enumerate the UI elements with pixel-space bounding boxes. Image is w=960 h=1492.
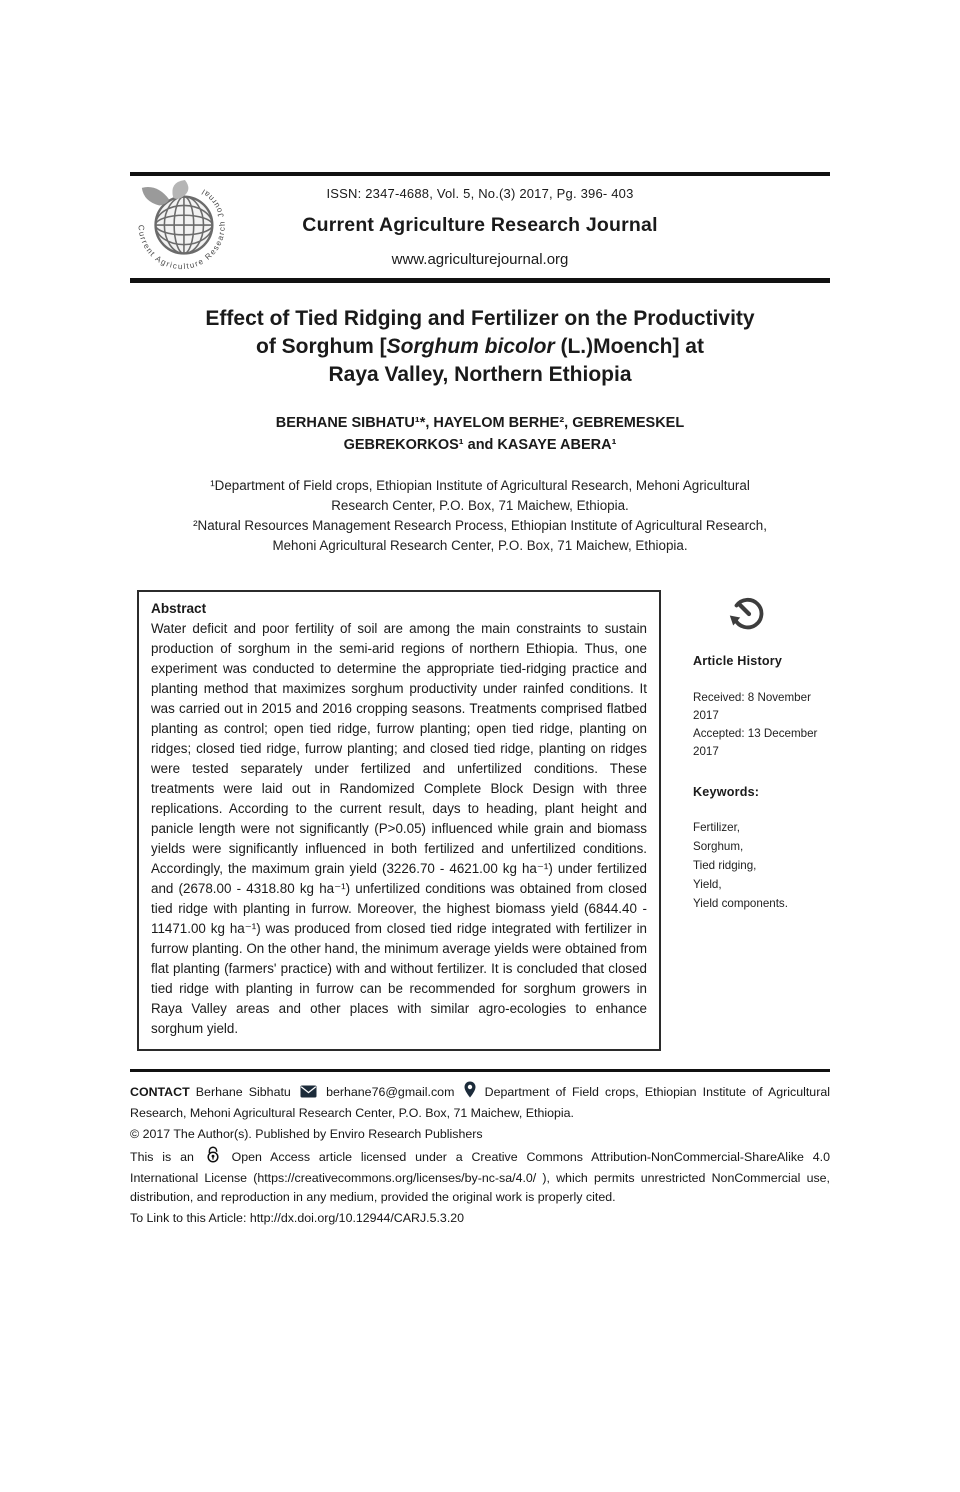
history-clock-icon: [727, 592, 769, 634]
article-meta-sidebar: [693, 590, 830, 913]
journal-website[interactable]: www.agriculturejournal.org: [391, 251, 569, 268]
affiliation-1-line1: ¹Department of Field crops, Ethiopian Institute of Agricultural Research, Mehoni Agricultural: [210, 478, 750, 493]
license-text-pre: This is an: [130, 1150, 194, 1164]
affiliations: [130, 476, 830, 556]
contact-label: CONTACT: [130, 1085, 190, 1099]
journal-logo: [132, 180, 230, 279]
article-history-icon-wrap: [727, 592, 830, 639]
abstract-text: Water deficit and poor fertility of soil are among the main constraints to sustain production of sorghum in the semi-arid regions of northern Ethiopia. Thus, one experiment was conducted to determine the appropriate tied-ridging practice and planting method that maximizes sorghum productivity under rainfed conditions. It was carried out in 2015 and 2016 cropping seasons. Treatments comprised flatbed planting as control; open tied ridge, furrow planting; open tied ridge, planting on ridges; closed tied ridge, furrow planting; and closed tied ridge, planting on ridges were tested separately under fertilized and unfertilized conditions. These treatments were laid out in Randomized Complete Block Design with three replications. According to the current result, days to heading, plant height and panicle length were not significantly (P>0.05) influenced while grain and biomass yields were significantly influenced in both fertilized and unfertilized conditions. Accordingly, the maximum grain yield (3226.70 - 4621.00 kg ha⁻¹) under fertilized and (2678.00 - 4318.80 kg ha⁻¹) unfertilized conditions was obtained from closed tied ridge with planting in furrow. Moreover, the highest biomass yield (6844.40 - 11471.00 kg ha⁻¹) was produced from closed tied ridge integrated with fertilizer in furrow planting. On the other hand, the minimum average yields were obtained from flat planting (farmers' practice) with and without fertilizer. It is concluded that closed tied ridge with planting in furrow can be recommended for sorghum growers in Raya Valley areas and other places with similar agro-ecologies to enhance sorghum yield.: [151, 621, 647, 1036]
doi-url[interactable]: http://dx.doi.org/10.12944/CARJ.5.3.20: [249, 1211, 465, 1225]
contact-address: Department of Field crops, Ethiopian Institute of Agricultural Research, Mehoni Agricultural Research Center, P.O. Box, 71 Maichew, Ethiopia.: [130, 1085, 830, 1120]
title-line2-post: (L.)Moench] at: [554, 335, 704, 358]
open-access-lock-icon: [206, 1146, 220, 1169]
keyword-item: Yield components.: [693, 897, 788, 910]
license-line: [130, 1146, 830, 1207]
received-date: Received: 8 November 2017: [693, 691, 811, 722]
email-icon: [300, 1085, 317, 1104]
keyword-item: Yield,: [693, 878, 722, 891]
keywords-heading: Keywords:: [693, 785, 760, 799]
location-pin-icon: [464, 1081, 476, 1104]
abstract-box: [137, 590, 661, 1051]
article-history-heading: Article History: [693, 654, 783, 668]
contact-email[interactable]: berhane76@gmail.com: [326, 1085, 455, 1099]
doi-label: To Link to this Article:: [130, 1211, 250, 1225]
header-bottom-rule: [130, 278, 830, 283]
copyright-line: © 2017 The Author(s). Published by Enviro Research Publishers: [130, 1127, 483, 1141]
authors-line1: BERHANE SIBHATU¹*, HAYELOM BERHE², GEBREMESKEL: [275, 415, 685, 431]
keyword-item: Sorghum,: [693, 840, 744, 853]
contact-line: [130, 1081, 830, 1123]
title-species-italic: Sorghum bicolor: [386, 335, 555, 358]
authors-line2: GEBREKORKOS¹ and KASAYE ABERA¹: [343, 437, 617, 453]
doi-line: [130, 1209, 830, 1228]
accepted-date: Accepted: 13 December 2017: [693, 727, 818, 758]
journal-name: Current Agriculture Research Journal: [302, 214, 658, 236]
author-list: [130, 412, 830, 456]
journal-header: [130, 176, 830, 278]
article-title: [130, 305, 830, 389]
contact-name: Berhane Sibhatu: [195, 1085, 291, 1099]
globe-leaf-logo-icon: [132, 180, 230, 274]
title-line2-pre: of Sorghum [: [256, 335, 387, 358]
keywords-list: [693, 818, 830, 913]
abstract-and-sidebar-row: [130, 590, 830, 1051]
affiliation-2-line1: ²Natural Resources Management Research Process, Ethiopian Institute of Agricultural Research,: [193, 518, 767, 533]
abstract-heading: Abstract: [151, 601, 207, 616]
logo-curved-text: Current Agriculture Research Journal: [136, 186, 227, 272]
affiliation-2-line2: Mehoni Agricultural Research Center, P.O. Box, 71 Maichew, Ethiopia.: [272, 538, 688, 553]
issn-line: ISSN: 2347-4688, Vol. 5, No.(3) 2017, Pg. 396- 403: [326, 186, 634, 201]
keyword-item: Fertilizer,: [693, 821, 741, 834]
title-line3: Raya Valley, Northern Ethiopia: [328, 363, 632, 386]
license-text-post: Open Access article licensed under a Creative Commons Attribution-NonCommercial-ShareAlike 4.0 International License (https://creativecommons.org/licenses/by-nc-sa/4.0/ ), which permits unrestricted NonCommercial use, distribution, and reproduction in any medium, provided the original work is properly cited.: [130, 1150, 830, 1204]
article-history-dates: [693, 689, 830, 761]
contact-footer: [130, 1081, 830, 1228]
keyword-item: Tied ridging,: [693, 859, 757, 872]
journal-article-page: [130, 172, 830, 1228]
footer-rule: [130, 1069, 830, 1072]
affiliation-1-line2: Research Center, P.O. Box, 71 Maichew, Ethiopia.: [331, 498, 629, 513]
title-line1: Effect of Tied Ridging and Fertilizer on the Productivity: [205, 307, 755, 330]
